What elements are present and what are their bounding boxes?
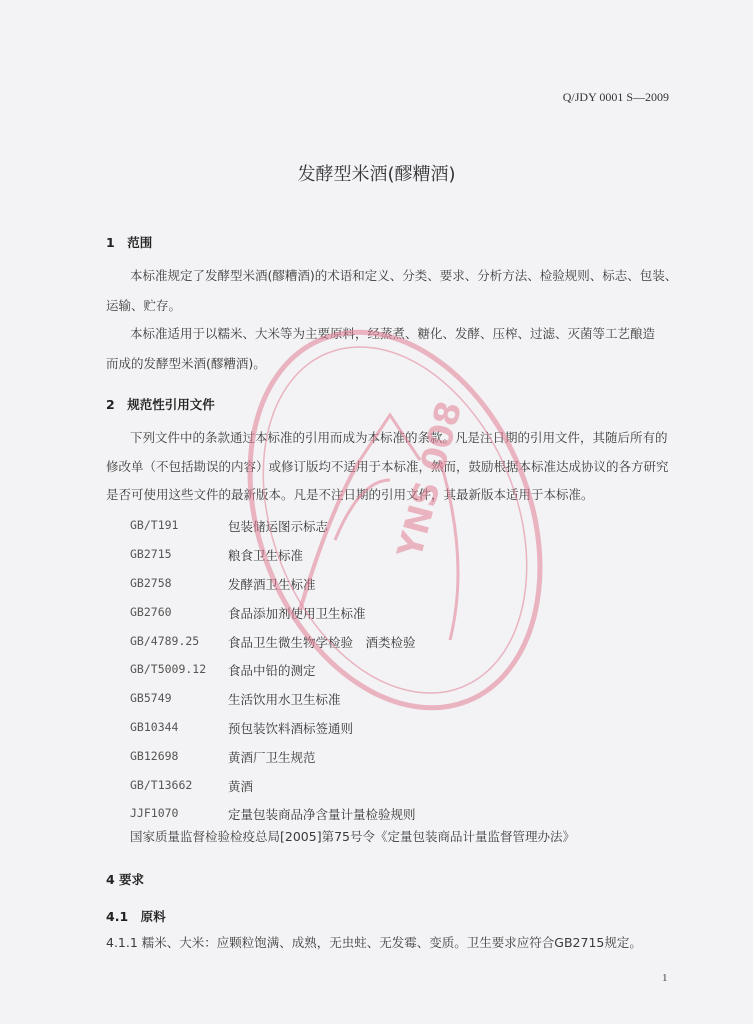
section-2-para-line1: 下列文件中的条款通过本标准的引用而成为本标准的条款。凡是注日期的引用文件，其随后所有的 bbox=[130, 430, 668, 445]
reference-code: GB5749 bbox=[130, 691, 172, 705]
page-number: 1 bbox=[662, 972, 668, 984]
document-number: Q/JDY 0001 S—2009 bbox=[562, 90, 669, 104]
reference-code: GB10344 bbox=[130, 720, 179, 734]
reference-title: 生活饮用水卫生标准 bbox=[228, 692, 341, 707]
section-2-para-line2: 修改单（不包括勘误的内容）或修订版均不适用于本标准，然而，鼓励根据本标准达成协议的各方研究 bbox=[106, 459, 669, 474]
document-title: 发酵型米酒(醪糟酒) bbox=[297, 164, 456, 185]
reference-title: 粮食卫生标准 bbox=[228, 548, 304, 563]
stamp-code-text: YNS 008 bbox=[390, 397, 471, 563]
reference-title: 包装储运图示标志 bbox=[228, 519, 329, 534]
reference-code: GB12698 bbox=[130, 749, 179, 763]
reference-title: 食品添加剂使用卫生标准 bbox=[228, 606, 366, 621]
reference-code: GB/4789.25 bbox=[130, 634, 200, 648]
section-2-heading: 2 规范性引用文件 bbox=[106, 397, 215, 412]
reference-title: 预包装饮料酒标签通则 bbox=[228, 721, 354, 736]
reference-code: GB2715 bbox=[130, 547, 172, 561]
section-1-para1-line1: 本标准规定了发酵型米酒(醪糟酒)的术语和定义、分类、要求、分析方法、检验规则、标志、包装、 bbox=[130, 268, 678, 283]
section-1-para1-line2: 运输、贮存。 bbox=[106, 298, 182, 313]
reference-title: 食品中铅的测定 bbox=[228, 663, 316, 678]
reference-title: 黄酒 bbox=[228, 779, 254, 794]
reference-code: JJF1070 bbox=[130, 806, 179, 820]
section-4-1-heading: 4.1 原料 bbox=[106, 909, 166, 924]
reference-title: 发酵酒卫生标准 bbox=[228, 577, 316, 592]
section-2-para-line3: 是否可使用这些文件的最新版本。凡是不注日期的引用文件，其最新版本适用于本标准。 bbox=[106, 487, 594, 502]
section-1-para2-line1: 本标准适用于以糯米、大米等为主要原料，经蒸煮、糖化、发酵、压榨、过滤、灭菌等工艺酿造 bbox=[130, 326, 656, 341]
reference-code: GB/T5009.12 bbox=[130, 662, 207, 676]
section-4-heading: 4 要求 bbox=[106, 872, 145, 887]
reference-title: 食品卫生微生物学检验 酒类检验 bbox=[228, 635, 416, 650]
section-1-heading: 1 范围 bbox=[106, 235, 153, 250]
reference-code: GB/T191 bbox=[130, 518, 179, 532]
reference-title: 定量包装商品净含量计量检验规则 bbox=[228, 807, 416, 822]
reference-code: GB/T13662 bbox=[130, 778, 193, 792]
official-seal-stamp bbox=[240, 310, 550, 730]
reference-code: GB2760 bbox=[130, 605, 172, 619]
decree-reference: 国家质量监督检验检疫总局[2005]第75号令《定量包装商品计量监督管理办法》 bbox=[130, 829, 575, 844]
item-4-1-1: 4.1.1 糯米、大米：应颗粒饱满、成熟，无虫蛀、无发霉、变质。卫生要求应符合GB2715规定。 bbox=[106, 935, 642, 950]
reference-code: GB2758 bbox=[130, 576, 172, 590]
section-1-para2-line2: 而成的发酵型米酒(醪糟酒)。 bbox=[106, 356, 266, 371]
reference-title: 黄酒厂卫生规范 bbox=[228, 750, 316, 765]
